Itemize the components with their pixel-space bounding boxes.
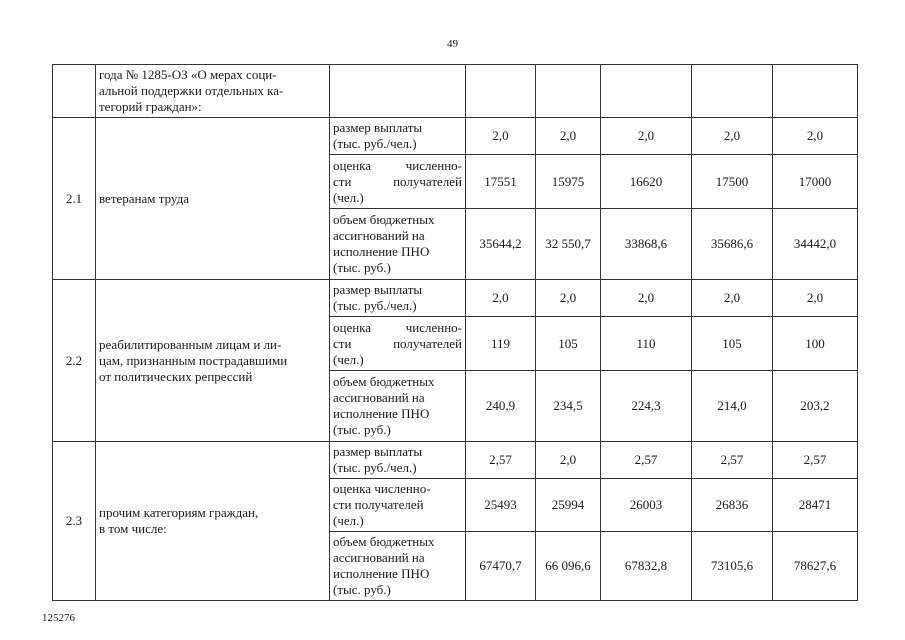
indicator-line: оценка численно- (333, 157, 462, 173)
value-cell: 2,0 (536, 118, 601, 155)
indicator-cell (330, 280, 466, 317)
value-cell: 105 (692, 317, 773, 371)
budget-table-body (53, 65, 858, 601)
value-cell: 34442,0 (773, 209, 858, 280)
indicator-cell (330, 479, 466, 532)
value-cell: 66 096,6 (536, 532, 601, 601)
indicator-line: (чел.) (333, 189, 364, 205)
value-cell: 17000 (773, 155, 858, 209)
indicator-line: (тыс. руб./чел.) (333, 298, 417, 313)
indicator-cell (330, 442, 466, 479)
category-line: реабилитированным лицам и ли- (99, 336, 282, 352)
category-cell (96, 280, 330, 442)
value-cell: 67832,8 (601, 532, 692, 601)
row-number: 2.1 (53, 118, 96, 280)
indicator-line: сти получателей (333, 173, 462, 189)
category-cell (96, 118, 330, 280)
value-cell: 28471 (773, 479, 858, 532)
indicator-line: (тыс. руб./чел.) (333, 136, 417, 151)
value-cell: 214,0 (692, 371, 773, 442)
value-cell: 2,0 (466, 280, 536, 317)
row-number: 2.2 (53, 280, 96, 442)
indicator-cell (330, 317, 466, 371)
indicator-line: размер выплаты (333, 120, 423, 135)
indicator-line: объем бюджетных (333, 212, 435, 227)
category-line: ветеранам труда (99, 190, 189, 206)
indicator-cell (330, 371, 466, 442)
category-line: цам, признанным пострадавшими (99, 352, 288, 368)
intro-line: альной поддержки отдельных ка- (99, 83, 284, 98)
value-cell: 25493 (466, 479, 536, 532)
indicator-line: исполнение ПНО (333, 566, 430, 581)
row-number: 2.3 (53, 442, 96, 601)
value-cell: 35686,6 (692, 209, 773, 280)
table-row (53, 118, 858, 155)
intro-line: года № 1285-ОЗ «О мерах соци- (99, 67, 277, 82)
indicator-cell (330, 532, 466, 601)
value-cell: 67470,7 (466, 532, 536, 601)
table-row (53, 280, 858, 317)
value-cell: 203,2 (773, 371, 858, 442)
empty-cell (330, 65, 466, 118)
value-cell: 224,3 (601, 371, 692, 442)
intro-row (53, 65, 858, 118)
indicator-line: объем бюджетных (333, 534, 435, 549)
indicator-line: размер выплаты (333, 282, 423, 297)
indicator-line: исполнение ПНО (333, 406, 430, 421)
value-cell: 2,0 (773, 280, 858, 317)
value-cell: 26003 (601, 479, 692, 532)
value-cell: 2,57 (466, 442, 536, 479)
value-cell: 33868,6 (601, 209, 692, 280)
category-line: прочим категориям граждан, (99, 505, 259, 520)
indicator-line: ассигнований на (333, 228, 425, 243)
indicator-line: сти получателей (333, 335, 462, 351)
value-cell: 2,0 (692, 118, 773, 155)
value-cell: 2,0 (601, 118, 692, 155)
empty-cell (466, 65, 536, 118)
indicator-line: ассигнований на (333, 390, 425, 405)
value-cell: 32 550,7 (536, 209, 601, 280)
empty-cell (692, 65, 773, 118)
indicator-cell (330, 209, 466, 280)
budget-table (52, 64, 858, 601)
value-cell: 234,5 (536, 371, 601, 442)
value-cell: 100 (773, 317, 858, 371)
value-cell: 73105,6 (692, 532, 773, 601)
category-line: в том числе: (99, 521, 167, 536)
category-line: от политических репрессий (99, 368, 253, 384)
indicator-line: размер выплаты (333, 444, 423, 459)
indicator-line: (чел.) (333, 513, 364, 528)
indicator-line: (чел.) (333, 351, 364, 367)
document-code: 125276 (42, 612, 75, 624)
empty-cell (773, 65, 858, 118)
category-cell (96, 442, 330, 601)
intro-text-cell (96, 65, 330, 118)
value-cell: 240,9 (466, 371, 536, 442)
value-cell: 25994 (536, 479, 601, 532)
value-cell: 105 (536, 317, 601, 371)
value-cell: 15975 (536, 155, 601, 209)
value-cell: 2,0 (692, 280, 773, 317)
value-cell: 78627,6 (773, 532, 858, 601)
value-cell: 2,57 (601, 442, 692, 479)
value-cell: 2,0 (536, 442, 601, 479)
value-cell: 2,0 (466, 118, 536, 155)
value-cell: 35644,2 (466, 209, 536, 280)
indicator-line: оценка численно- (333, 481, 431, 496)
page-number: 49 (447, 38, 458, 50)
indicator-line: объем бюджетных (333, 374, 435, 389)
intro-line: тегорий граждан»: (99, 99, 202, 114)
value-cell: 17551 (466, 155, 536, 209)
indicator-line: (тыс. руб.) (333, 260, 391, 275)
value-cell: 2,0 (773, 118, 858, 155)
indicator-cell (330, 118, 466, 155)
indicator-line: оценка численно- (333, 319, 462, 335)
intro-num-cell (53, 65, 96, 118)
value-cell: 17500 (692, 155, 773, 209)
value-cell: 2,57 (773, 442, 858, 479)
indicator-line: исполнение ПНО (333, 244, 430, 259)
value-cell: 110 (601, 317, 692, 371)
value-cell: 26836 (692, 479, 773, 532)
empty-cell (536, 65, 601, 118)
table-row (53, 442, 858, 479)
indicator-line: (тыс. руб.) (333, 582, 391, 597)
value-cell: 119 (466, 317, 536, 371)
value-cell: 2,0 (536, 280, 601, 317)
empty-cell (601, 65, 692, 118)
value-cell: 2,57 (692, 442, 773, 479)
value-cell: 16620 (601, 155, 692, 209)
indicator-cell (330, 155, 466, 209)
indicator-line: (тыс. руб.) (333, 422, 391, 437)
indicator-line: (тыс. руб./чел.) (333, 460, 417, 475)
indicator-line: сти получателей (333, 497, 424, 512)
value-cell: 2,0 (601, 280, 692, 317)
indicator-line: ассигнований на (333, 550, 425, 565)
